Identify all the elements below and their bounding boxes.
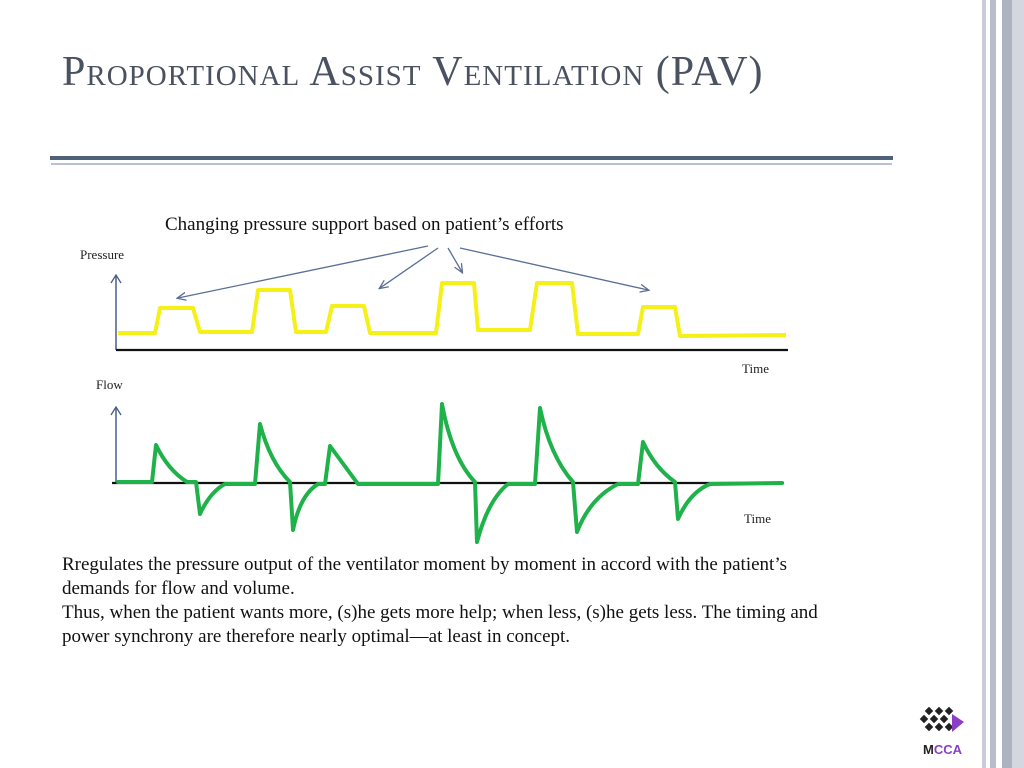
logo-text-cca: CCA (933, 742, 963, 757)
slide-title: Proportional Assist Ventilation (PAV) (62, 49, 764, 95)
logo-text-m: M (923, 742, 934, 757)
diagram-caption: Changing pressure support based on patient’s efforts (165, 214, 564, 235)
pressure-waveform (118, 283, 786, 336)
callout-arrow-1 (178, 246, 428, 298)
flow-axis-label: Flow (96, 377, 123, 392)
flow-time-label: Time (744, 511, 771, 526)
callout-arrows (178, 246, 648, 298)
mcca-logo-text (923, 742, 962, 757)
pressure-axis-label: Pressure (80, 247, 125, 262)
flow-waveform (118, 404, 782, 542)
mcca-logo-mark (916, 702, 972, 742)
description-text (62, 553, 822, 649)
callout-arrow-3 (448, 248, 462, 272)
description-paragraph-1: Rregulates the pressure output of the ventilator moment by moment in accord with the patient’s demands for flow and volume. (62, 554, 787, 599)
description-paragraph-2: Thus, when the patient wants more, (s)he gets more help; when less, (s)he gets less. The timing and power synchrony are therefore nearly optimal—at least in concept. (62, 602, 818, 647)
pressure-time-label: Time (742, 361, 769, 376)
